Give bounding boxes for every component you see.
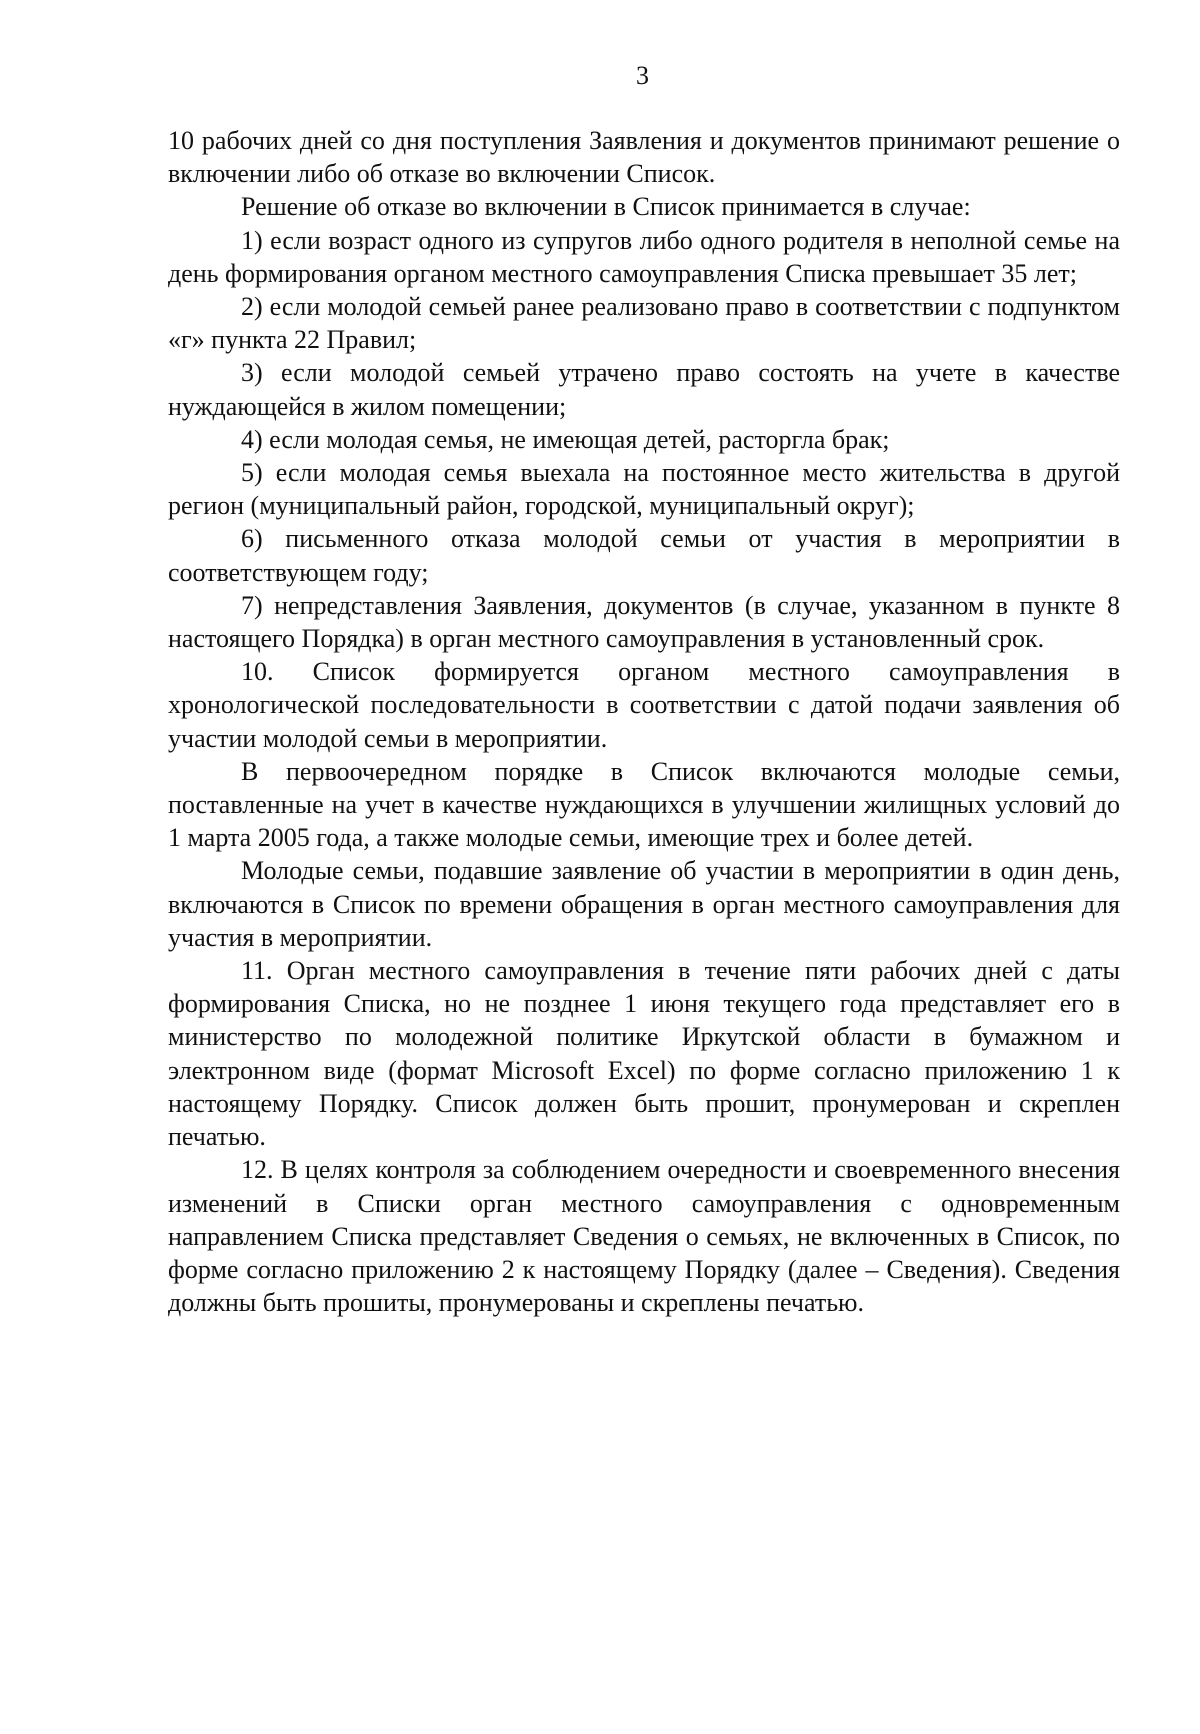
page-number: 3 — [636, 61, 649, 90]
paragraph-section-12: 12. В целях контроля за соблюдением очередности и своевременного внесения изменений в Списки орган местного самоуправления с одновременным направлением Списка представляет Сведения о семьях, не включенных в Список, по форме согласно приложению 2 к настоящему Порядку (далее – Сведения). Сведения должны быть прошиты, пронумерованы и скреплены печатью. — [168, 1155, 1120, 1318]
paragraph-section-10: 10. Список формируется органом местного самоуправления в хронологической последовательности в соответствии с датой подачи заявления об участии молодой семьи в мероприятии. — [168, 657, 1120, 753]
paragraph-continuation: 10 рабочих дней со дня поступления Заявления и документов принимают решение о включении либо об отказе во включении Список. — [168, 126, 1120, 189]
list-item-3: 3) если молодой семьей утрачено право состоять на учете в качестве нуждающейся в жилом помещении; — [168, 358, 1120, 421]
paragraph-refusal-intro: Решение об отказе во включении в Список принимается в случае: — [241, 192, 971, 222]
paragraph-same-day: Молодые семьи, подавшие заявление об участии в мероприятии в один день, включаются в Список по времени обращения в орган местного самоуправления для участия в мероприятии. — [168, 856, 1120, 952]
document-body — [168, 124, 1120, 1319]
paragraph-section-11: 11. Орган местного самоуправления в течение пяти рабочих дней с даты формирования Списка, но не позднее 1 июня текущего года представляет его в министерство по молодежной политике Иркутской области в бумажном и электронном виде (формат Microsoft Excel) по форме согласно приложению 1 к настоящему Порядку. Список должен быть прошит, пронумерован и скреплен печатью. — [168, 956, 1120, 1152]
list-item-1: 1) если возраст одного из супругов либо одного родителя в неполной семье на день формирования органом местного самоуправления Списка превышает 35 лет; — [168, 225, 1120, 288]
list-item-2: 2) если молодой семьей ранее реализовано право в соответствии с подпунктом «г» пункта 22 Правил; — [168, 292, 1120, 355]
list-item-7: 7) непредставления Заявления, документов (в случае, указанном в пункте 8 настоящего Порядка) в орган местного самоуправления в установленный срок. — [168, 590, 1120, 654]
list-item-6: 6) письменного отказа молодой семьи от участия в мероприятии в соответствующем году; — [168, 524, 1120, 587]
list-item-4: 4) если молодая семья, не имеющая детей, расторгла брак; — [241, 424, 890, 454]
paragraph-priority: В первоочередном порядке в Список включаются молодые семьи, поставленные на учет в качестве нуждающихся в улучшении жилищных условий до 1 марта 2005 года, а также молодые семьи, имеющие трех и более детей. — [168, 756, 1120, 853]
list-item-5: 5) если молодая семья выехала на постоянное место жительства в другой регион (муниципальный район, городской, муниципальный округ); — [168, 458, 1120, 521]
